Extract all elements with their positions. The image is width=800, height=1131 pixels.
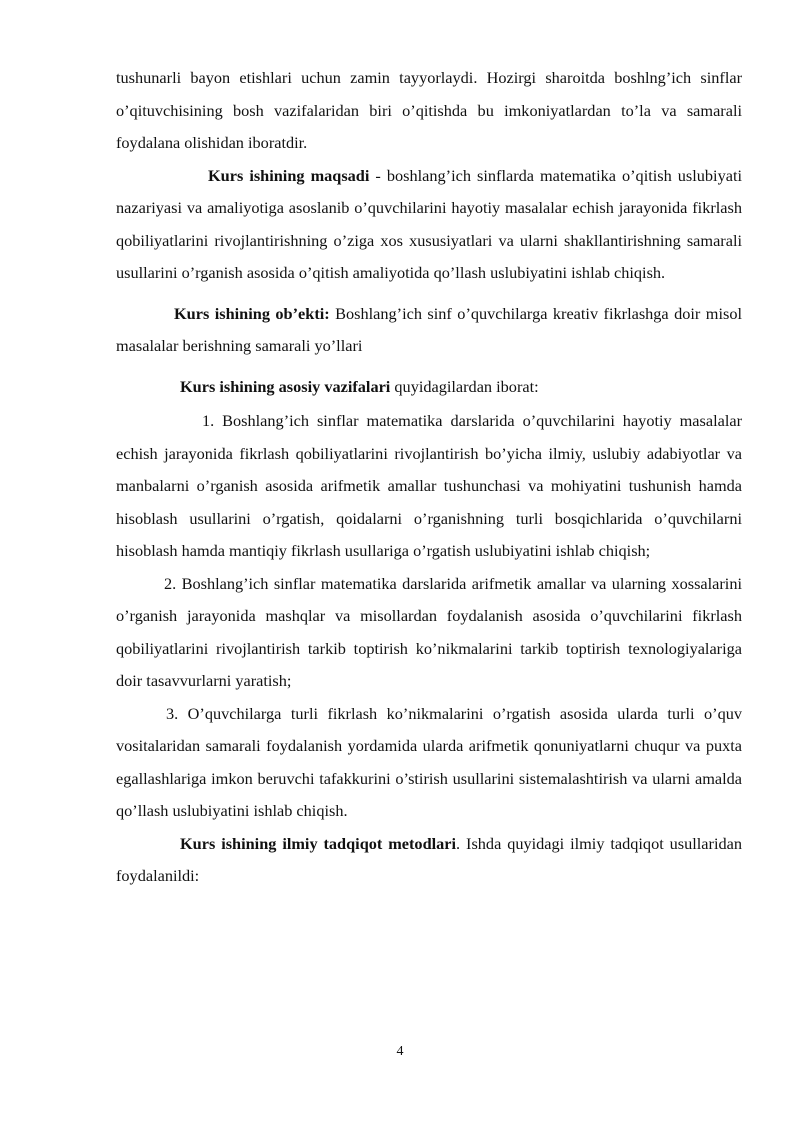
goal-heading: Kurs ishining maqsadi bbox=[208, 165, 370, 185]
methods-paragraph bbox=[116, 828, 742, 893]
task-item-2: 2. Boshlang’ich sinflar matematika darslarida arifmetik amallar va ularning xossalarini o’rganish jarayonida mashqlar va misollardan foydalanish asosida o’quvchilarini fikrlash qobiliyatlarini rivojlantirish tarkib toptirish ko’nikmalarini tarkib toptirish texnologiyalariga doir tasavvurlarni yaratish; bbox=[116, 573, 742, 690]
object-paragraph bbox=[116, 298, 742, 363]
tasks-paragraph bbox=[116, 371, 742, 404]
task-item-1: 1. Boshlang’ich sinflar matematika darslarida o’quvchilarini hayotiy masalalar echish jarayonida fikrlash qobiliyatlarini rivojlantirish bo’yicha ilmiy, uslubiy adabiyotlar va manbalarni o’rganish asosida arifmetik amallar tushunchasi va mohiyatini tushunish hamda hisoblash usullarini o’rgatish, qoidalarni o’rganishning turli bosqichlarida o’quvchilarni hisoblash hamda mantiqiy fikrlash usullariga o’rgatish uslubiyatini ishlab chiqish; bbox=[116, 411, 742, 560]
task-item-3: 3. O’quvchilarga turli fikrlash ko’nikmalarini o’rgatish asosida ularda turli o’quv vositalaridan samarali foydalanish yordamida ularda arifmetik qonuniyatlarni chuqur va puxta egallashlariga imkon beruvchi tafakkurini o’stirish usullarini sistemalashtirish va ularni amalda qo’llash uslubiyatini ishlab chiqish. bbox=[116, 703, 742, 820]
methods-heading: Kurs ishining ilmiy tadqiqot metodlari bbox=[180, 833, 457, 853]
goal-paragraph bbox=[116, 160, 742, 290]
intro-paragraph: tushunarli bayon etishlari uchun zamin tayyorlaydi. Hozirgi sharoitda boshlng’ich sinflar o’qituvchisining bosh vazifalaridan biri o’qitishda bu imkoniyatlardan to’la va samarali foydalana olishidan iboratdir. bbox=[116, 68, 742, 152]
object-heading: Kurs ishining ob’ekti: bbox=[174, 303, 330, 323]
document-body bbox=[116, 62, 742, 893]
tasks-text: quyidagilardan iborat: bbox=[390, 376, 539, 396]
goal-text: - boshlang’ich sinflarda matematika o’qitish uslubiyati nazariyasi va amaliyotiga asoslanib o’quvchilarini hayotiy masalalar echish jarayonida fikrlash qobiliyatlarini rivojlantirishning o’ziga xos xususiyatlari va ularni shakllantirishning samarali usullarini o’rganish asosida o’qitish amaliyotida qo’llash uslubiyatini ishlab chiqish. bbox=[116, 165, 742, 282]
page-number: 4 bbox=[396, 1044, 404, 1059]
methods-text: . Ishda quyidagi ilmiy tadqiqot usullaridan foydalanildi: bbox=[116, 833, 742, 885]
tasks-heading: Kurs ishining asosiy vazifalari bbox=[180, 376, 391, 396]
object-text: Boshlang’ich sinf o’quvchilarga kreativ fikrlashga doir misol masalalar berishning samarali yo’llari bbox=[116, 303, 742, 355]
